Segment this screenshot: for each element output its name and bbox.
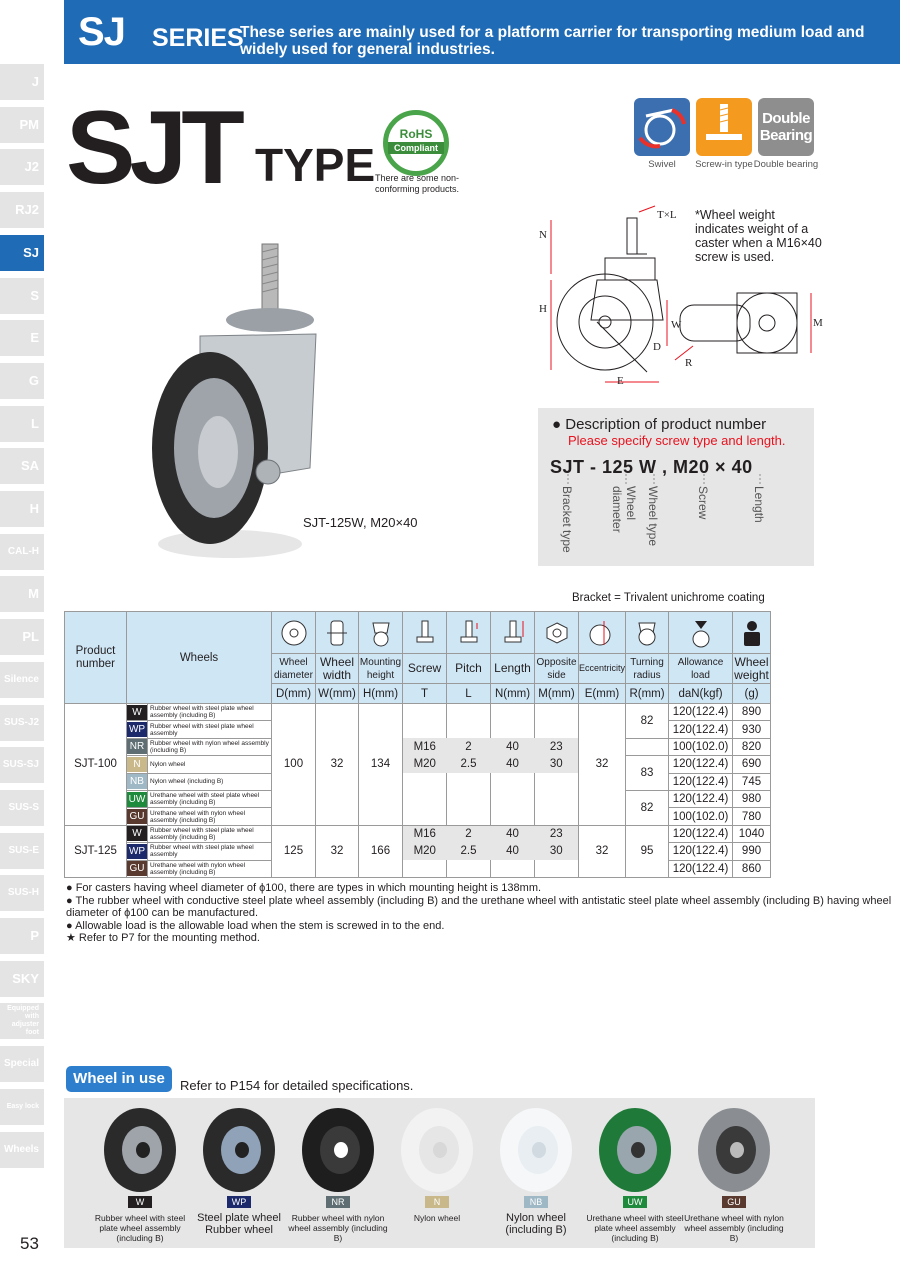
label-length: Length bbox=[752, 486, 766, 523]
pitch-icon bbox=[453, 617, 485, 649]
wheel-label-nb: Nylon wheel (including B) bbox=[505, 1212, 567, 1236]
column-header: Screw bbox=[403, 654, 447, 684]
wheel-in-use-ref: Refer to P154 for detailed specifications. bbox=[180, 1078, 414, 1093]
wheel-weight-icon bbox=[736, 617, 768, 649]
unit-header: R(mm) bbox=[626, 684, 669, 704]
wheel-desc-cell: Rubber wheel with steel plate wheel assembly (including B) bbox=[148, 825, 272, 842]
wheel-desc-cell: Nylon wheel (including B) bbox=[148, 773, 272, 790]
wheel-image-gu bbox=[691, 1104, 777, 1194]
wheel-code-badge: N bbox=[127, 757, 147, 772]
drawing-n: N bbox=[539, 229, 547, 241]
wheel-desc-cell: Urethane wheel with steel plate wheel assembly (including B) bbox=[148, 790, 272, 807]
radius-cell: 82 bbox=[626, 790, 669, 825]
screw-icon bbox=[409, 617, 441, 649]
sidebar-tab-sa[interactable]: SA bbox=[0, 448, 44, 484]
wheel-desc-cell: Rubber wheel with steel plate wheel assembly bbox=[148, 843, 272, 860]
wheel-code-cell bbox=[127, 808, 148, 825]
wheels-header: Wheels bbox=[127, 612, 272, 704]
screw-blank-cell bbox=[447, 773, 491, 825]
product-number-box bbox=[538, 408, 814, 566]
screw-t-cell: M16 bbox=[403, 825, 447, 842]
wheel-weight-cell: 890 bbox=[733, 704, 771, 721]
wheel-width-icon bbox=[321, 617, 353, 649]
wheel-code-cell bbox=[127, 704, 148, 721]
unit-header: D(mm) bbox=[272, 684, 316, 704]
table-row bbox=[65, 738, 771, 755]
radius-cell: 95 bbox=[626, 825, 669, 877]
wheel-image-uw bbox=[592, 1104, 678, 1194]
rohs-note: There are some non-conforming products. bbox=[374, 173, 460, 194]
diameter-cell: 125 bbox=[272, 825, 316, 877]
table-row bbox=[65, 704, 771, 721]
rohs-badge bbox=[383, 110, 449, 176]
sidebar-tab-j2[interactable]: J2 bbox=[0, 149, 44, 185]
screw-in-icon bbox=[696, 98, 752, 156]
screw-n-cell: 40 bbox=[491, 738, 535, 755]
width-cell: 32 bbox=[316, 704, 359, 826]
screw-blank-cell bbox=[403, 860, 447, 877]
product-number-code: SJT - 125 W , M20 × 40 bbox=[550, 457, 753, 477]
wheel-weight-cell: 860 bbox=[733, 860, 771, 877]
allowance-load-cell: 120(122.4) bbox=[669, 843, 733, 860]
wheel-label-w: Rubber wheel with steel plate wheel assembly (including B) bbox=[94, 1213, 186, 1243]
screw-blank-cell bbox=[535, 704, 579, 739]
unit-header: T bbox=[403, 684, 447, 704]
width-cell: 32 bbox=[316, 825, 359, 877]
wheel-code-wp: WP bbox=[227, 1196, 251, 1208]
unit-header: E(mm) bbox=[579, 684, 626, 704]
wheel-code-uw: UW bbox=[623, 1196, 647, 1208]
product-type-word: TYPE bbox=[255, 139, 376, 191]
wheel-code-n: N bbox=[425, 1196, 449, 1208]
unit-header: (g) bbox=[733, 684, 771, 704]
swivel-label: Swivel bbox=[648, 159, 676, 170]
wheel-label-uw: Urethane wheel with steel plate wheel assembly (including B) bbox=[586, 1213, 684, 1243]
screw-t-cell: M16 bbox=[403, 738, 447, 755]
column-header: Pitch bbox=[447, 654, 491, 684]
column-header: Wheel width bbox=[316, 654, 359, 684]
wheel-code-badge: UW bbox=[128, 793, 146, 805]
wheel-in-use-title: Wheel in use bbox=[66, 1066, 172, 1092]
column-header: Mounting height bbox=[359, 654, 403, 684]
sidebar-tab-h[interactable]: H bbox=[0, 491, 44, 527]
allowance-load-cell: 120(122.4) bbox=[669, 756, 733, 773]
screw-l-cell: 2 bbox=[447, 738, 491, 755]
wheel-diameter-icon bbox=[278, 617, 310, 649]
product-number-header: Product number bbox=[65, 612, 127, 704]
header-icon-cell bbox=[403, 612, 447, 654]
wheel-weight-cell: 820 bbox=[733, 738, 771, 755]
unit-header: W(mm) bbox=[316, 684, 359, 704]
sidebar-tab-sus-j2[interactable]: SUS-J2 bbox=[0, 705, 44, 741]
wheel-code-nb: NB bbox=[524, 1196, 548, 1208]
double-bearing-label: Double bearing bbox=[753, 159, 819, 170]
allowance-load-cell: 120(122.4) bbox=[669, 860, 733, 877]
radius-cell: 83 bbox=[626, 756, 669, 791]
sidebar-tab-l[interactable]: L bbox=[0, 406, 44, 442]
series-description: These series are mainly used for a platform carrier for transporting medium load and widely used for general industries. bbox=[240, 24, 865, 58]
header-icon-cell bbox=[535, 612, 579, 654]
wheel-code-cell bbox=[127, 843, 148, 860]
drawing-d: D bbox=[653, 341, 661, 353]
wheel-code-cell bbox=[127, 721, 148, 738]
diameter-cell: 100 bbox=[272, 704, 316, 826]
photo-caption: SJT-125W, M20×40 bbox=[303, 515, 418, 530]
wheel-code-cell bbox=[127, 860, 148, 877]
double-bearing-icon bbox=[758, 98, 814, 156]
drawing-tl: T×L bbox=[657, 209, 677, 221]
wheel-code-badge: GU bbox=[127, 809, 147, 824]
screw-t-cell: M20 bbox=[403, 756, 447, 773]
unit-header: H(mm) bbox=[359, 684, 403, 704]
screw-l-cell: 2.5 bbox=[447, 843, 491, 860]
product-title: SJT bbox=[66, 90, 239, 206]
table-row bbox=[65, 756, 771, 773]
double-bearing-icon-text: Double Bearing bbox=[759, 110, 813, 144]
product-number-subheading: Please specify screw type and length. bbox=[568, 433, 786, 448]
wheel-image-n bbox=[394, 1104, 480, 1194]
column-header: Wheel weight bbox=[734, 654, 769, 682]
wheel-code-badge: WP bbox=[128, 845, 146, 857]
screw-n-cell: 40 bbox=[491, 825, 535, 842]
sidebar-tab-rj2[interactable]: RJ2 bbox=[0, 192, 44, 228]
screw-blank-cell bbox=[403, 773, 447, 825]
sidebar-tab-silence[interactable]: Silence bbox=[0, 662, 44, 698]
notes bbox=[66, 882, 896, 945]
sidebar-tab-sus-s[interactable]: SUS-S bbox=[0, 790, 44, 826]
allowance-load-cell: 120(122.4) bbox=[669, 721, 733, 738]
turning-radius-icon bbox=[631, 617, 663, 649]
sidebar-tab-sj[interactable]: SJ bbox=[0, 235, 44, 271]
radius-cell-blank bbox=[626, 738, 669, 755]
allowance-load-cell: 100(102.0) bbox=[669, 738, 733, 755]
label-wheel-type: Wheel type bbox=[646, 486, 660, 547]
allowance-load-cell: 120(122.4) bbox=[669, 773, 733, 790]
column-header: Allowance load bbox=[669, 654, 733, 684]
wheel-code-gu: GU bbox=[722, 1196, 746, 1208]
height-cell: 166 bbox=[359, 825, 403, 877]
page-number: 53 bbox=[20, 1234, 39, 1253]
wheel-image-wp bbox=[196, 1104, 282, 1194]
header-icon-cell bbox=[626, 612, 669, 654]
note-line: ● For casters having wheel diameter of ϕ100, there are types in which mounting height is 138mm. bbox=[66, 882, 542, 894]
header-icon-cell bbox=[491, 612, 535, 654]
sidebar-tab-pl[interactable]: PL bbox=[0, 619, 44, 655]
drawing-r: R bbox=[685, 357, 693, 369]
wheel-code-cell bbox=[127, 773, 148, 790]
screw-l-cell: 2.5 bbox=[447, 756, 491, 773]
screw-t-cell: M20 bbox=[403, 843, 447, 860]
series-code: SJ bbox=[78, 10, 125, 54]
eccentricity-icon bbox=[586, 617, 618, 649]
header-icon-cell bbox=[669, 612, 733, 654]
product-number-cell: SJT-125 bbox=[65, 825, 127, 877]
drawing-w: W bbox=[671, 319, 682, 331]
mounting-height-icon bbox=[365, 617, 397, 649]
note-line: ★ Refer to P7 for the mounting method. bbox=[66, 932, 260, 944]
wheel-code-cell bbox=[127, 790, 148, 807]
sidebar-tab-sus-e[interactable]: SUS-E bbox=[0, 833, 44, 869]
column-header: Opposite side bbox=[535, 654, 579, 684]
wheel-weight-cell: 780 bbox=[733, 808, 771, 825]
screw-m-cell: 23 bbox=[535, 738, 579, 755]
allowance-load-cell: 120(122.4) bbox=[669, 790, 733, 807]
wheel-label-gu: Urethane wheel with nylon wheel assembly (including B) bbox=[684, 1213, 784, 1243]
wheel-desc-cell: Rubber wheel with nylon wheel assembly (including B) bbox=[148, 738, 272, 755]
screw-blank-cell bbox=[447, 860, 491, 877]
screw-blank-cell bbox=[535, 860, 579, 877]
sidebar-tab-cal-h[interactable]: CAL-H bbox=[0, 534, 44, 570]
rohs-title: RoHS bbox=[399, 127, 433, 141]
header-icon-cell bbox=[579, 612, 626, 654]
wheel-label-wp: Steel plate wheel Rubber wheel bbox=[197, 1212, 281, 1236]
sidebar-tab-sky[interactable]: SKY bbox=[0, 961, 44, 997]
screw-l-cell: 2 bbox=[447, 825, 491, 842]
sidebar-tab-j[interactable]: J bbox=[0, 64, 44, 100]
screw-in-label: Screw-in type bbox=[695, 159, 753, 170]
label-bracket-type: Bracket type bbox=[560, 486, 574, 553]
wheel-desc-cell: Nylon wheel bbox=[148, 756, 272, 773]
series-word: SERIES bbox=[152, 24, 244, 52]
screw-blank-cell bbox=[535, 773, 579, 825]
sidebar-tab-e[interactable]: E bbox=[0, 320, 44, 356]
radius-cell: 82 bbox=[626, 704, 669, 739]
header-icon-cell bbox=[316, 612, 359, 654]
label-screw: Screw bbox=[696, 486, 710, 520]
spec-table bbox=[64, 611, 771, 878]
wheel-code-badge: WP bbox=[128, 724, 146, 736]
height-cell: 134 bbox=[359, 704, 403, 826]
wheel-code-cell bbox=[127, 756, 148, 773]
product-number-cell: SJT-100 bbox=[65, 704, 127, 826]
wheel-weight-cell: 745 bbox=[733, 773, 771, 790]
drawing-e: E bbox=[617, 375, 624, 387]
allowance-load-cell: 100(102.0) bbox=[669, 808, 733, 825]
drawing-m: M bbox=[813, 317, 823, 329]
screw-blank-cell bbox=[491, 773, 535, 825]
rohs-compliant: Compliant bbox=[388, 142, 444, 154]
screw-blank-cell bbox=[403, 704, 447, 739]
unit-header: M(mm) bbox=[535, 684, 579, 704]
wheel-label-n: Nylon wheel bbox=[413, 1213, 461, 1223]
wheel-code-badge: NB bbox=[127, 774, 147, 789]
sidebar-tab-wheels[interactable]: Wheels bbox=[0, 1132, 44, 1168]
column-header: Wheel diameter bbox=[272, 654, 316, 684]
note-line: ● The rubber wheel with conductive steel plate wheel assembly (including B) and the urethane wheel with antistatic steel plate wheel assembly (including B) having wheel diameter of ϕ100 can be manufactured. bbox=[66, 894, 892, 919]
product-number-heading: ● Description of product number bbox=[552, 416, 767, 433]
length-icon bbox=[497, 617, 529, 649]
sidebar-tab-g[interactable]: G bbox=[0, 363, 44, 399]
header-icon-cell bbox=[733, 612, 771, 654]
product-number-heading-text: Description of product number bbox=[565, 416, 767, 433]
wheel-weight-cell: 690 bbox=[733, 756, 771, 773]
eccentricity-cell: 32 bbox=[579, 704, 626, 826]
wheel-weight-cell: 930 bbox=[733, 721, 771, 738]
screw-m-cell: 30 bbox=[535, 843, 579, 860]
label-wheel-diameter: Wheel diameter bbox=[610, 486, 638, 533]
swivel-icon bbox=[634, 98, 690, 156]
screw-m-cell: 30 bbox=[535, 756, 579, 773]
eccentricity-cell: 32 bbox=[579, 825, 626, 877]
drawing-h: H bbox=[539, 303, 547, 315]
wheel-weight-cell: 980 bbox=[733, 790, 771, 807]
wheel-code-badge: GU bbox=[127, 861, 147, 876]
wheel-desc-cell: Urethane wheel with nylon wheel assembly (including B) bbox=[148, 808, 272, 825]
wheel-image-nb bbox=[493, 1104, 579, 1194]
screw-n-cell: 40 bbox=[491, 756, 535, 773]
wheel-weight-note: *Wheel weight indicates weight of a caster when a M16×40 screw is used. bbox=[695, 208, 822, 264]
wheel-code-w: W bbox=[128, 1196, 152, 1208]
column-header: Turning radius bbox=[626, 654, 669, 684]
wheel-image-nr bbox=[295, 1104, 381, 1194]
opposite-side-icon bbox=[541, 617, 573, 649]
note-line: ● Allowable load is the allowable load when the stem is screwed in to the end. bbox=[66, 919, 445, 932]
wheel-code-badge: NR bbox=[127, 739, 147, 754]
unit-header: N(mm) bbox=[491, 684, 535, 704]
unit-header: L bbox=[447, 684, 491, 704]
wheel-code-badge: W bbox=[127, 705, 147, 720]
screw-m-cell: 23 bbox=[535, 825, 579, 842]
sidebar-tab-special[interactable]: Special bbox=[0, 1046, 44, 1082]
wheel-desc-cell: Urethane wheel with nylon wheel assembly (including B) bbox=[148, 860, 272, 877]
wheel-image-w bbox=[97, 1104, 183, 1194]
screw-blank-cell bbox=[447, 704, 491, 739]
table-row bbox=[65, 825, 771, 842]
header-icon-cell bbox=[359, 612, 403, 654]
wheel-weight-cell: 1040 bbox=[733, 825, 771, 842]
wheel-code-cell bbox=[127, 738, 148, 755]
wheel-desc-cell: Rubber wheel with steel plate wheel assembly (including B) bbox=[148, 704, 272, 721]
wheel-code-cell bbox=[127, 825, 148, 842]
sidebar-tab-sus-h[interactable]: SUS-H bbox=[0, 875, 44, 911]
unit-header: daN(kgf) bbox=[669, 684, 733, 704]
bracket-note: Bracket = Trivalent unichrome coating bbox=[572, 592, 765, 604]
sidebar-tab-sus-sj[interactable]: SUS-SJ bbox=[0, 747, 44, 783]
sidebar-tab-s[interactable]: S bbox=[0, 278, 44, 314]
sidebar-tab-equipped-with-adjuster-foot[interactable]: Equipped with adjuster foot bbox=[0, 1003, 44, 1039]
header-icon-cell bbox=[447, 612, 491, 654]
column-header: Eccentricity bbox=[579, 654, 626, 684]
allowance-load-cell: 120(122.4) bbox=[669, 704, 733, 721]
caster-photo bbox=[140, 238, 320, 568]
series-banner bbox=[64, 0, 900, 64]
column-header: Length bbox=[491, 654, 535, 684]
wheel-desc-cell: Rubber wheel with steel plate wheel assembly bbox=[148, 721, 272, 738]
allowance-load-icon bbox=[685, 617, 717, 649]
allowance-load-cell: 120(122.4) bbox=[669, 825, 733, 842]
sidebar-tab-easy-lock[interactable]: Easy lock bbox=[0, 1089, 44, 1125]
screw-blank-cell bbox=[491, 860, 535, 877]
wheel-code-badge: W bbox=[127, 826, 147, 841]
screw-n-cell: 40 bbox=[491, 843, 535, 860]
sidebar-tab-pm[interactable]: PM bbox=[0, 107, 44, 143]
header-icon-cell bbox=[272, 612, 316, 654]
sidebar-tab-m[interactable]: M bbox=[0, 576, 44, 612]
sidebar-tab-p[interactable]: P bbox=[0, 918, 44, 954]
wheel-weight-cell: 990 bbox=[733, 843, 771, 860]
wheel-code-nr: NR bbox=[326, 1196, 350, 1208]
wheel-label-nr: Rubber wheel with nylon wheel assembly (including B) bbox=[288, 1213, 388, 1243]
screw-blank-cell bbox=[491, 704, 535, 739]
